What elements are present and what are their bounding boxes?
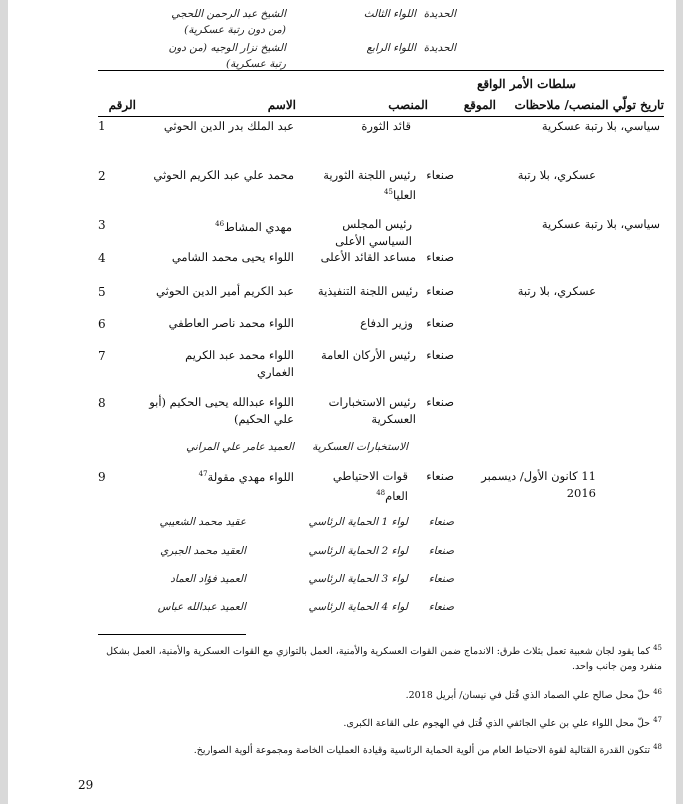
row-8-sub-position: الاستخبارات العسكرية: [312, 441, 408, 453]
footnote-46: $^{46}$ حلّ محل صالح علي الصماد الذي قُتل في نيسان/ أبريل 2018.: [405, 688, 662, 702]
row-9-position: قوات الاحتياطي العام$^{48}$: [332, 469, 408, 503]
document-page: [8, 0, 676, 804]
row-9-date: 11 كانون الأول/ ديسمبر 2016: [481, 469, 596, 500]
row-6-location: صنعاء: [426, 316, 454, 330]
row-4-position: مساعد القائد الأعلى: [320, 250, 416, 264]
row-9-sub-2-location: صنعاء: [428, 545, 454, 557]
row-8-position: رئيس الاستخبارات العسكرية: [328, 395, 416, 426]
row-2-date: عسكري، بلا رتبة: [517, 168, 596, 182]
row-3-name: مهدي المشاط$^{46}$: [215, 219, 292, 234]
row-4-name: اللواء يحيى محمد الشامي: [171, 250, 294, 264]
page-number: 29: [78, 778, 94, 792]
section-top-rule: [98, 70, 664, 71]
header-location: الموقع: [463, 98, 496, 112]
row-7-num: 7: [98, 349, 106, 363]
row-1-position: قائد الثورة: [361, 119, 411, 133]
header-rule: [98, 116, 664, 117]
row-9-sub-4-location: صنعاء: [428, 601, 454, 613]
row-5-num: 5: [98, 285, 106, 299]
row-8-num: 8: [98, 396, 106, 410]
row-5-name: عبد الكريم أمير الدين الحوثي: [156, 284, 294, 298]
prev-row-2-position: اللواء الرابع: [366, 42, 416, 54]
row-9-sub-1-name: عقيد محمد الشعيبي: [159, 516, 246, 528]
row-6-name: اللواء محمد ناصر العاطفي: [168, 316, 294, 330]
row-1-date: سياسي، بلا رتبة عسكرية: [541, 119, 660, 133]
row-9-sub-1-position: لواء 1 الحماية الرئاسي: [308, 516, 408, 528]
prev-row-1-location: الحديدة: [423, 8, 456, 20]
row-7-name: اللواء محمد عبد الكريم الغماري: [185, 348, 294, 379]
row-3-date: سياسي، بلا رتبة عسكرية: [541, 217, 660, 231]
row-9-sub-3-position: لواء 3 الحماية الرئاسي: [308, 573, 408, 585]
prev-row-2-name: الشيخ نزار الوجيه (من دون رتبة عسكرية): [168, 42, 286, 70]
row-2-location: صنعاء: [426, 168, 454, 182]
header-name: الاسم: [267, 98, 296, 112]
row-2-num: 2: [98, 169, 106, 183]
row-3-num: 3: [98, 218, 106, 232]
row-1-num: 1: [98, 119, 106, 133]
row-9-sub-1-location: صنعاء: [428, 516, 454, 528]
header-position: المنصب: [388, 98, 428, 112]
row-9-sub-2-position: لواء 2 الحماية الرئاسي: [308, 545, 408, 557]
row-9-sub-4-name: العميد عبدالله عباس: [157, 601, 246, 613]
row-2-position: رئيس اللجنة الثورية العليا$^{45}$: [323, 168, 416, 202]
section-title: سلطات الأمر الواقع: [476, 77, 576, 91]
row-9-num: 9: [98, 470, 106, 484]
prev-row-1-position: اللواء الثالث: [363, 8, 416, 20]
row-3-position: رئيس المجلس السياسي الأعلى: [335, 217, 412, 248]
row-4-location: صنعاء: [426, 250, 454, 264]
row-5-location: صنعاء: [426, 284, 454, 298]
row-9-name: اللواء مهدي مقولة$^{47}$: [198, 469, 294, 484]
footnote-48: $^{48}$ تتكون القدرة القتالية لقوة الاحتياط العام من ألوية الحماية الرئاسية وقيادة العمليات الخاصة ومجموعة ألوية الصواريخ.: [193, 743, 662, 757]
footnote-45: $^{45}$ كما يقود لجان شعبية تعمل بثلاث طرق: الاندماج ضمن القوات العسكرية والأمنية، العمل بالتوازي مع القوات العسكرية والأمنية، العمل بشكل منفرد ومن جانب واحد.: [106, 644, 662, 673]
row-9-sub-2-name: العقيد محمد الجبري: [160, 545, 246, 557]
row-6-position: وزير الدفاع: [360, 316, 413, 330]
row-9-sub-3-location: صنعاء: [428, 573, 454, 585]
row-5-date: عسكري، بلا رتبة: [517, 284, 596, 298]
row-2-name: محمد علي عبد الكريم الحوثي: [153, 168, 294, 182]
prev-row-2-location: الحديدة: [423, 42, 456, 54]
row-5-position: رئيس اللجنة التنفيذية: [317, 284, 418, 298]
header-num: الرقم: [108, 98, 136, 112]
row-8-location: صنعاء: [426, 395, 454, 409]
row-8-name: اللواء عبدالله يحيى الحكيم (أبو علي الحكيم): [149, 395, 294, 426]
row-8-sub-name: العميد عامر علي المراني: [186, 441, 294, 453]
row-9-sub-4-position: لواء 4 الحماية الرئاسي: [308, 601, 408, 613]
row-9-location: صنعاء: [426, 469, 454, 483]
row-9-sub-3-name: العميد فؤاد العماد: [170, 573, 246, 585]
row-7-position: رئيس الأركان العامة: [320, 348, 416, 362]
footnote-47: $^{47}$ حلّ محل اللواء علي بن علي الجائفي الذي قُتل في الهجوم على القاعة الكبرى.: [343, 716, 662, 730]
prev-row-1-name: الشيخ عبد الرحمن اللحجي (من دون رتبة عسكرية): [171, 8, 286, 36]
footnote-separator: [98, 634, 246, 635]
row-7-location: صنعاء: [426, 348, 454, 362]
row-6-num: 6: [98, 317, 106, 331]
row-1-name: عبد الملك بدر الدين الحوثي: [163, 119, 294, 133]
row-4-num: 4: [98, 251, 106, 265]
header-date: تاريخ تولّي المنصب/ ملاحظات: [514, 98, 664, 112]
